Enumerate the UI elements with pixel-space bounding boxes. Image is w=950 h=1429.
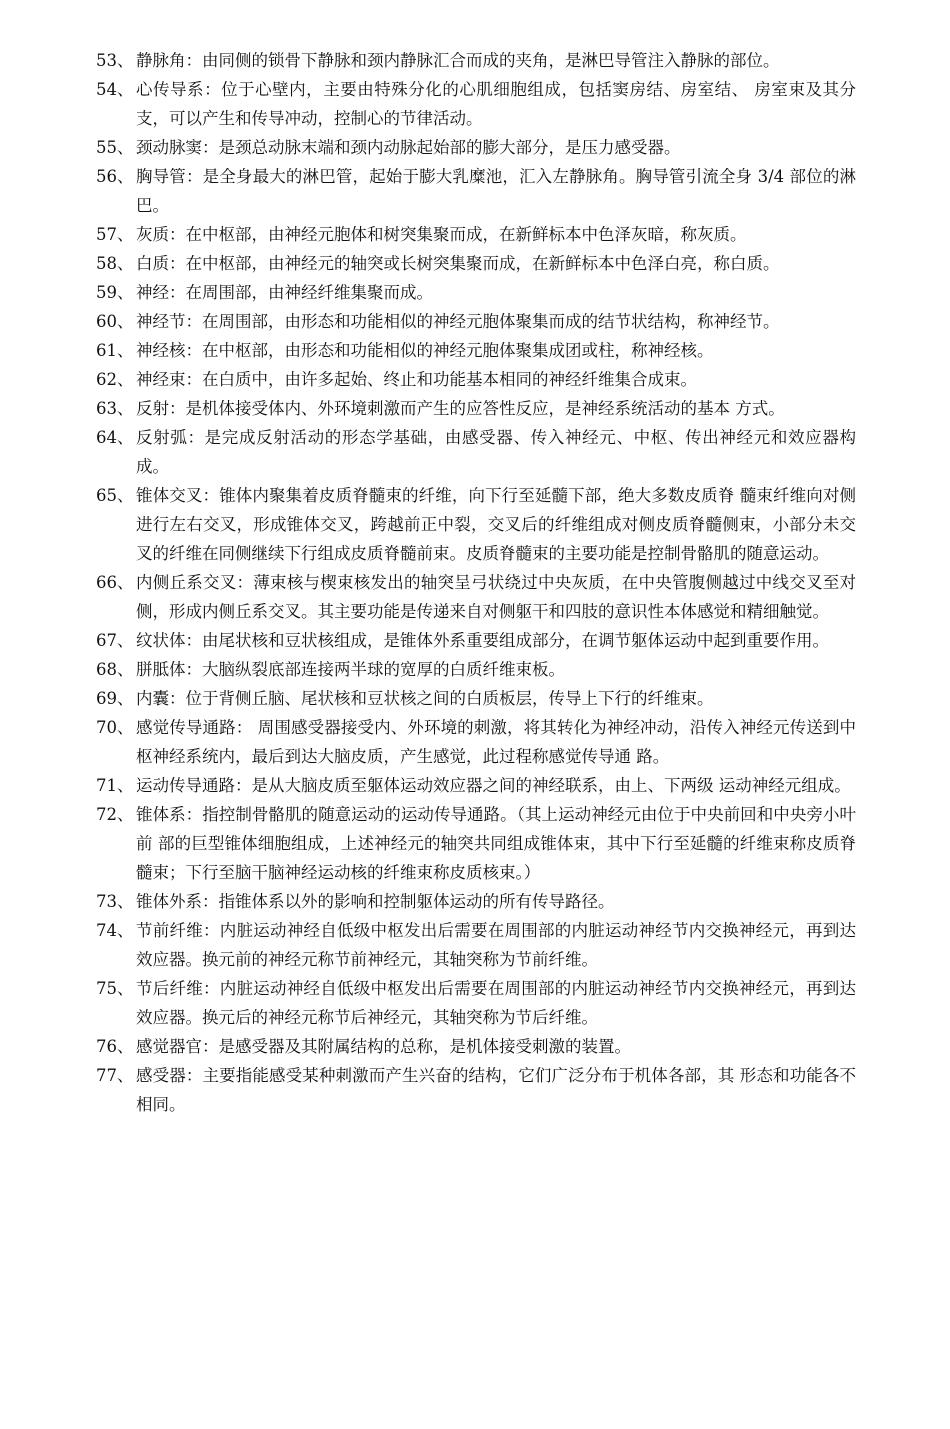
definition-entry: [96, 336, 856, 365]
entry-text: 颈动脉窦：是颈总动脉末端和颈内动脉起始部的膨大部分，是压力感受器。: [136, 138, 681, 157]
entry-text: 神经：在周围部，由神经纤维集聚而成。: [136, 283, 433, 302]
definition-entry: [96, 974, 856, 1032]
definition-entry: [96, 46, 856, 75]
definition-entry: [96, 800, 856, 887]
entry-text: 内侧丘系交叉：薄束核与楔束核发出的轴突呈弓状绕过中央灰质，在中央管腹侧越过中线交叉至对侧，形成内侧丘系交叉。其主要功能是传递来自对侧躯干和四肢的意识性本体感觉和精细触觉。: [136, 573, 856, 621]
definition-entry: [96, 568, 856, 626]
definition-entry: [96, 365, 856, 394]
entry-text: 灰质：在中枢部，由神经元胞体和树突集聚而成，在新鲜标本中色泽灰暗，称灰质。: [136, 225, 747, 244]
entry-number: 62、: [96, 370, 134, 389]
entry-text: 神经束：在白质中，由许多起始、终止和功能基本相同的神经纤维集合成束。: [136, 370, 697, 389]
entry-number: 58、: [96, 254, 134, 273]
definition-entry: [96, 713, 856, 771]
entry-number: 64、: [96, 428, 134, 447]
entry-number: 57、: [96, 225, 134, 244]
definition-entry: [96, 916, 856, 974]
entry-number: 74、: [96, 921, 134, 940]
entry-text: 白质：在中枢部，由神经元的轴突或长树突集聚而成，在新鲜标本中色泽白亮，称白质。: [136, 254, 780, 273]
entry-text: 感受器：主要指能感受某种刺激而产生兴奋的结构，它们广泛分布于机体各部，其 形态和功能各不相同。: [136, 1066, 856, 1114]
definition-entry: [96, 75, 856, 133]
entry-text: 节前纤维：内脏运动神经自低级中枢发出后需要在周围部的内脏运动神经节内交换神经元，再到达效应器。换元前的神经元称节前神经元，其轴突称为节前纤维。: [136, 921, 856, 969]
entry-text: 神经核：在中枢部，由形态和功能相似的神经元胞体聚集成团或柱，称神经核。: [136, 341, 714, 360]
definition-entry: [96, 394, 856, 423]
entry-text: 锥体外系：指锥体系以外的影响和控制躯体运动的所有传导路径。: [136, 892, 615, 911]
definition-entry: [96, 626, 856, 655]
entry-text: 感觉传导通路： 周围感受器接受内、外环境的刺激，将其转化为神经冲动，沿传入神经元传送到中枢神经系统内，最后到达大脑皮质，产生感觉，此过程称感觉传导通 路。: [136, 718, 856, 766]
entry-number: 75、: [96, 979, 134, 998]
definition-list: [96, 46, 856, 1119]
entry-text: 心传导系：位于心壁内，主要由特殊分化的心肌细胞组成，包括窦房结、房室结、 房室束及其分支，可以产生和传导冲动，控制心的节律活动。: [136, 80, 856, 128]
entry-number: 53、: [96, 51, 134, 70]
entry-number: 72、: [96, 805, 134, 824]
definition-entry: [96, 655, 856, 684]
definition-entry: [96, 1061, 856, 1119]
entry-text: 胸导管：是全身最大的淋巴管，起始于膨大乳糜池，汇入左静脉角。胸导管引流全身 3/4 部位的淋巴。: [136, 167, 856, 215]
definition-entry: [96, 307, 856, 336]
entry-text: 锥体系：指控制骨骼肌的随意运动的运动传导通路。（其上运动神经元由位于中央前回和中央旁小叶前 部的巨型锥体细胞组成，上述神经元的轴突共同组成锥体束，其中下行至延髓的纤维束称皮质脊髓束；下行至脑干脑神经运动核的纤维束称皮质核束。）: [136, 805, 856, 882]
entry-text: 胼胝体：大脑纵裂底部连接两半球的宽厚的白质纤维束板。: [136, 660, 565, 679]
entry-text: 内囊：位于背侧丘脑、尾状核和豆状核之间的白质板层，传导上下行的纤维束。: [136, 689, 714, 708]
entry-number: 77、: [96, 1066, 134, 1085]
definition-entry: [96, 771, 856, 800]
entry-number: 65、: [96, 486, 134, 505]
entry-number: 63、: [96, 399, 134, 418]
entry-number: 59、: [96, 283, 134, 302]
entry-number: 71、: [96, 776, 134, 795]
entry-number: 60、: [96, 312, 134, 331]
entry-text: 锥体交叉：锥体内聚集着皮质脊髓束的纤维，向下行至延髓下部，绝大多数皮质脊 髓束纤维向对侧进行左右交叉，形成锥体交叉，跨越前正中裂，交叉后的纤维组成对侧皮质脊髓侧束，小部分未交叉的纤维在同侧继续下行组成皮质脊髓前束。皮质脊髓束的主要功能是控制骨骼肌的随意运动。: [136, 486, 856, 563]
definition-entry: [96, 162, 856, 220]
entry-number: 66、: [96, 573, 134, 592]
entry-number: 61、: [96, 341, 134, 360]
entry-number: 54、: [96, 80, 134, 99]
entry-number: 69、: [96, 689, 134, 708]
entry-text: 纹状体：由尾状核和豆状核组成，是锥体外系重要组成部分，在调节躯体运动中起到重要作用。: [136, 631, 829, 650]
entry-number: 73、: [96, 892, 134, 911]
definition-entry: [96, 423, 856, 481]
entry-text: 节后纤维：内脏运动神经自低级中枢发出后需要在周围部的内脏运动神经节内交换神经元，再到达效应器。换元后的神经元称节后神经元，其轴突称为节后纤维。: [136, 979, 856, 1027]
definition-entry: [96, 220, 856, 249]
entry-text: 静脉角：由同侧的锁骨下静脉和颈内静脉汇合而成的夹角，是淋巴导管注入静脉的部位。: [136, 51, 780, 70]
definition-entry: [96, 133, 856, 162]
entry-text: 神经节：在周围部，由形态和功能相似的神经元胞体聚集而成的结节状结构，称神经节。: [136, 312, 780, 331]
definition-entry: [96, 684, 856, 713]
entry-number: 68、: [96, 660, 134, 679]
entry-number: 76、: [96, 1037, 134, 1056]
entry-number: 56、: [96, 167, 134, 186]
entry-text: 感觉器官：是感受器及其附属结构的总称，是机体接受刺激的装置。: [136, 1037, 631, 1056]
definition-entry: [96, 1032, 856, 1061]
definition-entry: [96, 887, 856, 916]
definition-entry: [96, 278, 856, 307]
entry-number: 55、: [96, 138, 134, 157]
entry-text: 反射弧：是完成反射活动的形态学基础，由感受器、传入神经元、中枢、传出神经元和效应器构成。: [136, 428, 856, 476]
entry-number: 70、: [96, 718, 134, 737]
entry-text: 反射：是机体接受体内、外环境刺激而产生的应答性反应，是神经系统活动的基本 方式。: [136, 399, 785, 418]
entry-text: 运动传导通路：是从大脑皮质至躯体运动效应器之间的神经联系，由上、下两级 运动神经元组成。: [136, 776, 851, 795]
entry-number: 67、: [96, 631, 134, 650]
definition-entry: [96, 481, 856, 568]
definition-entry: [96, 249, 856, 278]
